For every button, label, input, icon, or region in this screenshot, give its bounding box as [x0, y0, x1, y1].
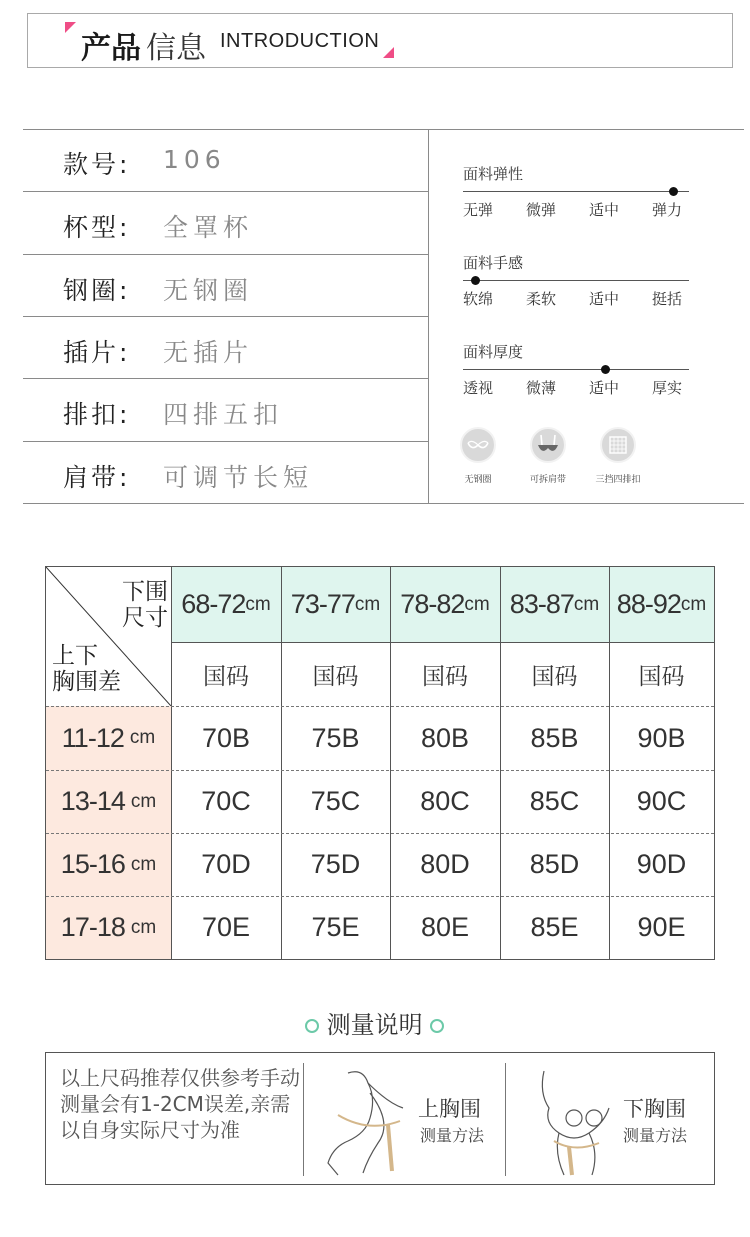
size-cell: 80D	[420, 849, 470, 879]
header-title-light: 信息	[146, 31, 206, 66]
spec-key: 插片:	[63, 338, 131, 367]
spec-value: 无插片	[163, 338, 254, 367]
scale-track	[463, 191, 689, 192]
size-cell: 70B	[201, 722, 251, 753]
subheader-cell: 国码	[312, 663, 359, 690]
scale-marker	[669, 187, 678, 196]
grid-line	[171, 642, 714, 643]
spec-value: 四排五扣	[163, 400, 284, 429]
subheader-cell: 国码	[638, 663, 685, 690]
under-bust-title: 下胸围	[623, 1097, 686, 1121]
scale-title: 面料厚度	[463, 343, 524, 361]
size-cell: 85C	[529, 786, 580, 816]
feature-label: 三挡四排扣	[595, 475, 641, 485]
spec-value: 106	[163, 145, 226, 174]
size-cell: 90B	[637, 722, 686, 753]
size-cell: 80C	[420, 786, 470, 816]
scale-label: 适中	[589, 379, 620, 397]
subheader-cell: 国码	[203, 663, 249, 690]
corner-accent-top-left	[65, 22, 76, 33]
size-cell: 75D	[310, 849, 361, 879]
scale-label: 软绵	[463, 290, 494, 308]
hook-grid-icon	[600, 427, 636, 463]
scale-marker	[471, 276, 480, 285]
spec-key: 排扣:	[63, 400, 131, 429]
upper-bust-subtitle: 测量方法	[420, 1126, 485, 1145]
scale-track	[463, 369, 689, 370]
column-header: 88-92 cm	[609, 567, 714, 642]
scale-label: 适中	[589, 201, 620, 219]
spec-key: 钢圈:	[63, 276, 131, 305]
grid-line-dotted	[46, 896, 714, 897]
feature-label: 可拆肩带	[529, 475, 566, 485]
spec-row-strap	[23, 442, 428, 504]
column-header: 68-72 cm	[171, 567, 281, 642]
column-header: 83-87 cm	[500, 567, 609, 642]
spec-value: 全罩杯	[163, 213, 254, 242]
corner-accent-bottom-right	[383, 47, 394, 58]
size-chart-table	[45, 566, 715, 960]
under-bust-subtitle: 测量方法	[623, 1126, 688, 1145]
header-title-bold: 产品	[81, 31, 141, 66]
subheader-cell: 国码	[531, 663, 578, 690]
scale-title: 面料弹性	[463, 165, 524, 183]
size-cell: 80B	[420, 722, 470, 753]
spec-row-cup-type	[23, 192, 428, 254]
grid-line-dotted	[46, 770, 714, 771]
spec-key: 肩带:	[63, 463, 131, 492]
grid-line	[609, 567, 610, 959]
size-cell: 85B	[530, 722, 579, 753]
grid-line	[390, 567, 391, 959]
grid-line	[171, 567, 172, 959]
circle-icon	[305, 1019, 319, 1033]
divider-vertical	[428, 129, 429, 504]
grid-line	[281, 567, 282, 959]
spec-value: 无钢圈	[163, 276, 254, 305]
header-title-english: INTRODUCTION	[220, 30, 380, 52]
circle-icon	[430, 1019, 444, 1033]
scale-title: 面料手感	[463, 254, 524, 272]
size-cell: 70E	[201, 912, 251, 942]
scale-label: 弹力	[652, 201, 683, 219]
spec-row-underwire	[23, 255, 428, 317]
corner-label-under-bust: 下围 尺寸	[122, 579, 168, 631]
feature-label: 无钢圈	[464, 475, 492, 485]
scale-label: 透视	[463, 379, 494, 397]
scale-label: 挺括	[652, 290, 683, 308]
divider-vertical	[505, 1063, 506, 1176]
upper-bust-figure-icon	[308, 1063, 418, 1178]
scale-label: 厚实	[652, 379, 683, 397]
measure-instructions	[45, 1052, 715, 1185]
measure-note: 以上尺码推荐仅供参考手动测量会有1-2CM误差,亲需以自身实际尺寸为准	[60, 1066, 300, 1142]
spec-row-hooks	[23, 379, 428, 441]
no-wire-icon	[460, 427, 496, 463]
size-cell: 80E	[420, 912, 470, 942]
spec-row-insert	[23, 317, 428, 379]
section-header	[27, 13, 733, 68]
spec-key: 款号:	[63, 150, 131, 179]
row-header: 15-16 cm	[46, 833, 171, 896]
corner-label-bust-diff: 上下 胸围差	[52, 643, 121, 695]
scale-label: 微薄	[526, 379, 557, 397]
spec-key: 杯型:	[63, 213, 131, 242]
measure-section-title: 测量说明	[305, 1005, 444, 1040]
column-header: 73-77 cm	[281, 567, 390, 642]
spec-value: 可调节长短	[163, 463, 314, 492]
size-cell: 75E	[311, 912, 360, 942]
spec-row-style-number	[23, 129, 428, 191]
row-header: 13-14 cm	[46, 770, 171, 833]
size-cell: 90C	[636, 786, 687, 816]
upper-bust-title: 上胸围	[418, 1097, 481, 1121]
scale-label: 无弹	[463, 201, 494, 219]
size-cell: 85D	[529, 849, 580, 879]
scale-label: 柔软	[526, 290, 557, 308]
size-cell: 90E	[637, 912, 686, 942]
row-header: 11-12 cm	[46, 706, 171, 770]
size-cell: 90D	[636, 849, 687, 879]
size-cell: 75B	[311, 722, 360, 753]
detachable-strap-icon	[530, 427, 566, 463]
scale-marker	[601, 365, 610, 374]
product-info-panel	[23, 129, 744, 504]
grid-line	[500, 567, 501, 959]
under-bust-figure-icon	[514, 1063, 624, 1178]
grid-line-dotted	[46, 706, 714, 707]
row-header: 17-18 cm	[46, 896, 171, 959]
scale-label: 适中	[589, 290, 620, 308]
size-cell: 85E	[530, 912, 579, 942]
size-cell: 75C	[310, 786, 361, 816]
grid-line-dotted	[46, 833, 714, 834]
subheader-cell: 国码	[422, 663, 468, 690]
size-cell: 70C	[201, 786, 251, 816]
column-header: 78-82 cm	[390, 567, 500, 642]
size-cell: 70D	[201, 849, 251, 879]
divider-vertical	[303, 1063, 304, 1176]
scale-track	[463, 280, 689, 281]
scale-label: 微弹	[526, 201, 557, 219]
